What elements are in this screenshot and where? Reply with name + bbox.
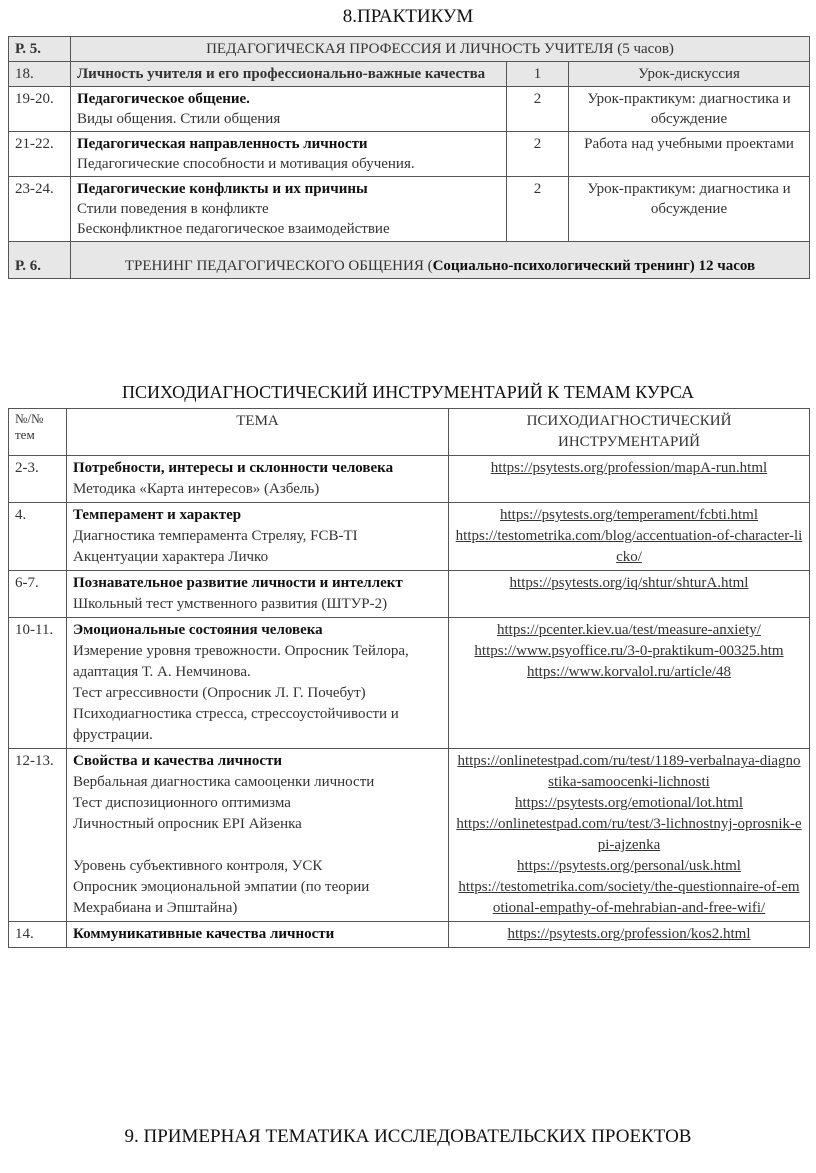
tool-link[interactable]: https://testometrika.com/society/the-questionnaire-of-emotional-empathy-of-mehrabian-and-free-wifi/ [458, 879, 800, 916]
tool-link[interactable]: https://testometrika.com/blog/accentuation-of-character-licko/ [455, 528, 803, 565]
lesson-subtopic: Виды общения. Стили общения [77, 111, 281, 127]
lesson-title: Педагогическое общение. [77, 91, 250, 107]
method-name: Вербальная диагностика самооценки личности [73, 774, 375, 790]
topic-number: 4. [9, 503, 67, 571]
tool-link[interactable]: https://www.korvalol.ru/article/48 [527, 664, 731, 680]
method-name [73, 835, 442, 856]
tools-heading: ПСИХОДИАГНОСТИЧЕСКИЙ ИНСТРУМЕНТАРИЙ К ТЕМАМ КУРСА [122, 382, 694, 402]
practicum-heading: 8.ПРАКТИКУМ [342, 6, 474, 27]
lesson-subtopic: Стили поведения в конфликте [77, 201, 269, 217]
course-plan-table [8, 36, 810, 279]
tool-link[interactable]: https://onlinetestpad.com/ru/test/3-lichnostnyj-oprosnik-epi-ajzenka [456, 816, 802, 853]
tool-link[interactable]: https://pcenter.kiev.ua/test/measure-anxiety/ [497, 622, 761, 638]
section-title: ПЕДАГОГИЧЕСКАЯ ПРОФЕССИЯ И ЛИЧНОСТЬ УЧИТЕЛЯ (5 часов) [71, 37, 810, 62]
method-name: Школьный тест умственного развития (ШТУР-2) [73, 596, 388, 612]
lesson-hours: 2 [507, 87, 569, 132]
lesson-subtopic: Педагогические способности и мотивация обучения. [77, 156, 415, 172]
section-title: ТРЕНИНГ ПЕДАГОГИЧЕСКОГО ОБЩЕНИЯ (Социально-психологический тренинг) 12 часов [71, 242, 810, 279]
table-row [9, 571, 810, 618]
method-name: Диагностика темперамента Стреляу, FCB-TI [73, 528, 358, 544]
method-name: Тест агрессивности (Опросник Л. Г. Почебут) [73, 685, 366, 701]
topic-title: Коммуникативные качества личности [73, 926, 335, 942]
tool-link[interactable]: https://onlinetestpad.com/ru/test/1189-verbalnaya-diagnostika-samoocenki-lichnosti [457, 753, 801, 790]
lesson-subtopic: Бесконфликтное педагогическое взаимодействие [77, 221, 390, 237]
lesson-title: Личность учителя и его профессионально-важные качества [71, 62, 507, 87]
col-header-number: №/№ тем [9, 409, 67, 456]
lesson-number: 19-20. [9, 87, 71, 132]
lesson-number: 23-24. [9, 177, 71, 242]
method-name: Измерение уровня тревожности. Опросник Тейлора, адаптация Т. А. Немчинова. [73, 643, 409, 680]
tool-link[interactable]: https://psytests.org/profession/mapA-run.html [490, 460, 768, 476]
projects-heading: 9. ПРИМЕРНАЯ ТЕМАТИКА ИССЛЕДОВАТЕЛЬСКИХ ПРОЕКТОВ [124, 1126, 692, 1147]
section-row [9, 37, 810, 62]
table-row [9, 456, 810, 503]
topic-number: 10-11. [9, 618, 67, 749]
method-name: Тест диспозиционного оптимизма [73, 795, 291, 811]
method-name: Методика «Карта интересов» (Азбель) [73, 481, 320, 497]
method-name: Опросник эмоциональной эмпатии (по теории Мехрабиана и Эпштайна) [73, 879, 370, 916]
topic-title: Познавательное развитие личности и интеллект [73, 575, 403, 591]
lesson-number: 21-22. [9, 132, 71, 177]
section-row [9, 242, 810, 279]
method-name: Уровень субъективного контроля, УСК [73, 858, 323, 874]
lesson-form: Работа над учебными проектами [569, 132, 810, 177]
lesson-hours: 2 [507, 132, 569, 177]
method-name: Акцентуации характера Личко [73, 549, 269, 565]
lesson-hours: 1 [507, 62, 569, 87]
topic-number: 2-3. [9, 456, 67, 503]
table-row [9, 749, 810, 922]
tool-link[interactable]: https://psytests.org/profession/kos2.html [507, 926, 751, 942]
topic-title: Потребности, интересы и склонности человека [73, 460, 394, 476]
lesson-title: Педагогические конфликты и их причины [77, 181, 368, 197]
table-row [9, 503, 810, 571]
topic-title: Темперамент и характер [73, 507, 242, 523]
table-row [9, 922, 810, 948]
header-row [9, 409, 810, 456]
section-code: Р. 5. [9, 37, 71, 62]
lesson-form: Урок-практикум: диагностика и обсуждение [569, 177, 810, 242]
lesson-title: Педагогическая направленность личности [77, 136, 368, 152]
method-name: Психодиагностика стресса, стрессоустойчивости и фрустрации. [73, 706, 399, 743]
tool-link[interactable]: https://psytests.org/personal/usk.html [517, 858, 741, 874]
lesson-form: Урок-дискуссия [569, 62, 810, 87]
topic-title: Эмоциональные состояния человека [73, 622, 323, 638]
plan-row [9, 132, 810, 177]
col-header-tools: ПСИХОДИАГНОСТИЧЕСКИЙ ИНСТРУМЕНТАРИЙ [449, 409, 810, 456]
tool-link[interactable]: https://psytests.org/temperament/fcbti.html [499, 507, 759, 523]
table-row [9, 618, 810, 749]
plan-row [9, 87, 810, 132]
section-code: Р. 6. [9, 242, 71, 279]
lesson-hours: 2 [507, 177, 569, 242]
plan-row [9, 177, 810, 242]
tool-link[interactable]: https://www.psyoffice.ru/3-0-praktikum-00325.htm [474, 643, 784, 659]
topic-number: 12-13. [9, 749, 67, 922]
tool-link[interactable]: https://psytests.org/iq/shtur/shturA.html [509, 575, 749, 591]
topic-title: Свойства и качества личности [73, 753, 283, 769]
method-name: Личностный опросник EPI Айзенка [73, 816, 302, 832]
plan-row [9, 62, 810, 87]
tool-link[interactable]: https://psytests.org/emotional/lot.html [514, 795, 744, 811]
lesson-number: 18. [9, 62, 71, 87]
lesson-form: Урок-практикум: диагностика и обсуждение [569, 87, 810, 132]
topic-number: 14. [9, 922, 67, 948]
diagnostic-tools-table [8, 408, 810, 948]
topic-number: 6-7. [9, 571, 67, 618]
col-header-topic: ТЕМА [67, 409, 449, 456]
